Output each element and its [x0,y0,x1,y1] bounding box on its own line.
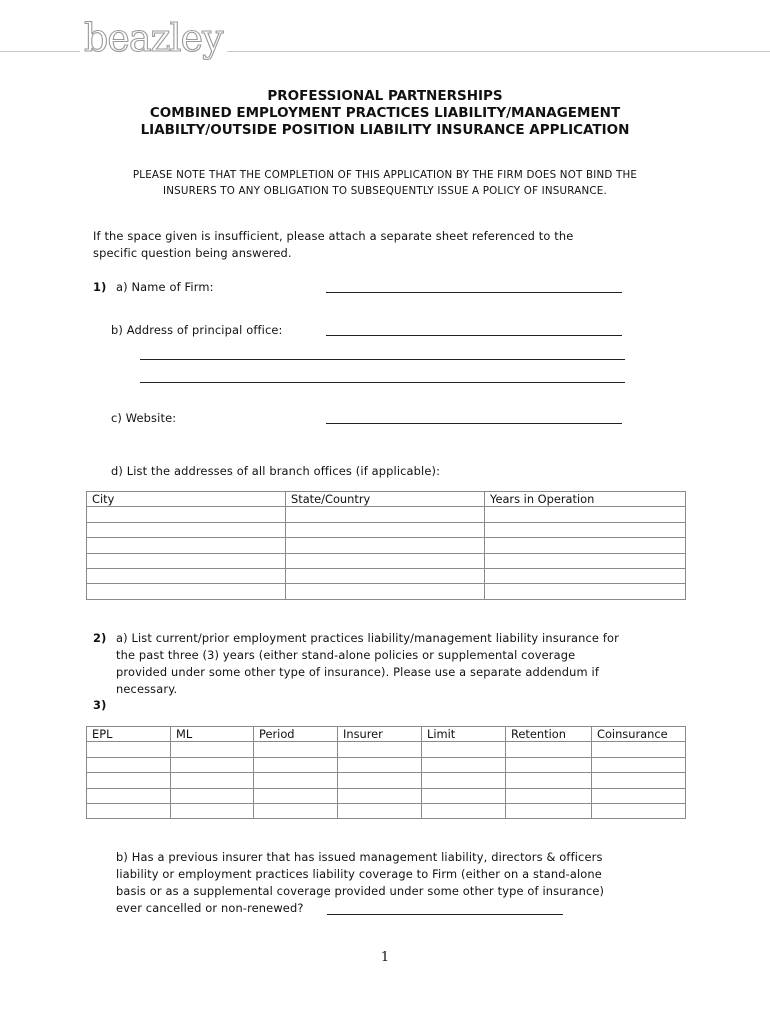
q2a-line-2: the past three (3) years (either stand-alone policies or supplemental coverage [116,648,576,662]
table-cell[interactable] [254,757,338,772]
table-cell[interactable] [592,773,686,788]
beazley-logo: beazley [80,16,227,60]
table-cell[interactable] [485,553,686,568]
table-cell[interactable] [171,742,254,757]
table-cell[interactable] [286,568,485,583]
q2a-line-1: a) List current/prior employment practices liability/management liability insurance for [116,631,619,645]
notice-line-1: PLEASE NOTE THAT THE COMPLETION OF THIS APPLICATION BY THE FIRM DOES NOT BIND THE [132,169,638,181]
table-cell[interactable] [286,553,485,568]
table-cell[interactable] [254,742,338,757]
title-line-2: COMBINED EMPLOYMENT PRACTICES LIABILITY/MANAGEMENT [149,105,621,121]
binding-notice [90,167,680,199]
q3-number: 3) [93,698,107,712]
qb-line-4: ever cancelled or non-renewed? [116,901,304,915]
table-cell[interactable] [286,584,485,599]
table-row [87,568,686,583]
table-cell[interactable] [485,538,686,553]
intro-line-1: If the space given is insufficient, please attach a separate sheet referenced to the [93,229,574,243]
table-cell[interactable] [254,803,338,818]
table-cell[interactable] [87,553,286,568]
table-cell[interactable] [592,803,686,818]
qb-line-3: basis or as a supplemental coverage provided under some other type of insurance) [116,884,605,898]
table-cell[interactable] [338,742,422,757]
table-cell[interactable] [171,757,254,772]
q1b-label: b) Address of principal office: [111,323,283,337]
table-cell[interactable] [592,788,686,803]
table-cell[interactable] [338,803,422,818]
address-field-line-1[interactable] [326,335,622,336]
title-line-3: LIABILTY/OUTSIDE POSITION LIABILITY INSURANCE APPLICATION [140,122,630,138]
table-row [87,742,686,757]
q2a-text [116,630,696,698]
q1a-label: a) Name of Firm: [116,280,214,294]
header-period: Period [254,727,338,742]
header-years-in-operation: Years in Operation [485,492,686,507]
table-row [87,538,686,553]
table-cell[interactable] [87,742,171,757]
table-cell[interactable] [592,742,686,757]
table-cell[interactable] [286,522,485,537]
table-cell[interactable] [87,538,286,553]
table-cell[interactable] [338,773,422,788]
table-cell[interactable] [506,773,592,788]
table-cell[interactable] [171,803,254,818]
address-field-line-2[interactable] [140,359,625,360]
prior-insurance-table [86,726,686,819]
qb-line-1: b) Has a previous insurer that has issued management liability, directors & officers [116,850,603,864]
firm-name-field[interactable] [326,292,622,293]
table-row [87,522,686,537]
q1c-label: c) Website: [111,411,177,425]
table-cell[interactable] [171,773,254,788]
header-coinsurance: Coinsurance [592,727,686,742]
page-number: 1 [380,950,390,965]
q1-number: 1) [93,280,107,294]
table-header-row [87,492,686,507]
intro-text [93,228,693,262]
q2a-line-3: provided under some other type of insurance). Please use a separate addendum if [116,665,599,679]
table-cell[interactable] [506,757,592,772]
table-cell[interactable] [422,773,506,788]
table-cell[interactable] [87,522,286,537]
table-cell[interactable] [506,788,592,803]
table-cell[interactable] [87,803,171,818]
table-cell[interactable] [87,757,171,772]
table-cell[interactable] [422,742,506,757]
table-cell[interactable] [87,788,171,803]
q2-number: 2) [93,631,107,645]
header-ml: ML [171,727,254,742]
table-row [87,803,686,818]
document-title [0,88,770,139]
cancelled-nonrenewed-field[interactable] [327,914,563,915]
table-cell[interactable] [422,803,506,818]
q1d-label: d) List the addresses of all branch offices (if applicable): [111,464,441,478]
table-cell[interactable] [87,773,171,788]
intro-line-2: specific question being answered. [93,246,292,260]
branch-offices-table [86,491,686,600]
table-cell[interactable] [254,773,338,788]
table-cell[interactable] [286,538,485,553]
table-row [87,788,686,803]
table-cell[interactable] [87,568,286,583]
table-cell[interactable] [506,742,592,757]
table-row [87,584,686,599]
table-cell[interactable] [171,788,254,803]
header-limit: Limit [422,727,506,742]
table-cell[interactable] [485,568,686,583]
table-header-row [87,727,686,742]
table-cell[interactable] [422,788,506,803]
table-cell[interactable] [485,522,686,537]
qb-text [116,849,696,917]
table-row [87,757,686,772]
header-insurer: Insurer [338,727,422,742]
header-epl: EPL [87,727,171,742]
table-cell[interactable] [485,507,686,522]
table-cell[interactable] [485,584,686,599]
table-row [87,507,686,522]
notice-line-2: INSURERS TO ANY OBLIGATION TO SUBSEQUENTLY ISSUE A POLICY OF INSURANCE. [163,185,607,197]
table-row [87,553,686,568]
q2a-line-4: necessary. [116,682,178,696]
website-field[interactable] [326,423,622,424]
table-cell[interactable] [338,757,422,772]
header-state-country: State/Country [286,492,485,507]
header-city: City [87,492,286,507]
table-cell[interactable] [422,757,506,772]
table-cell[interactable] [87,584,286,599]
table-row [87,773,686,788]
table-cell[interactable] [506,803,592,818]
header-retention: Retention [506,727,592,742]
qb-line-2: liability or employment practices liability coverage to Firm (either on a stand-alone [116,867,602,881]
table-cell[interactable] [286,507,485,522]
table-cell[interactable] [338,788,422,803]
table-cell[interactable] [254,788,338,803]
title-line-1: PROFESSIONAL PARTNERSHIPS [267,88,503,104]
address-field-line-3[interactable] [140,382,625,383]
table-cell[interactable] [87,507,286,522]
table-cell[interactable] [592,757,686,772]
